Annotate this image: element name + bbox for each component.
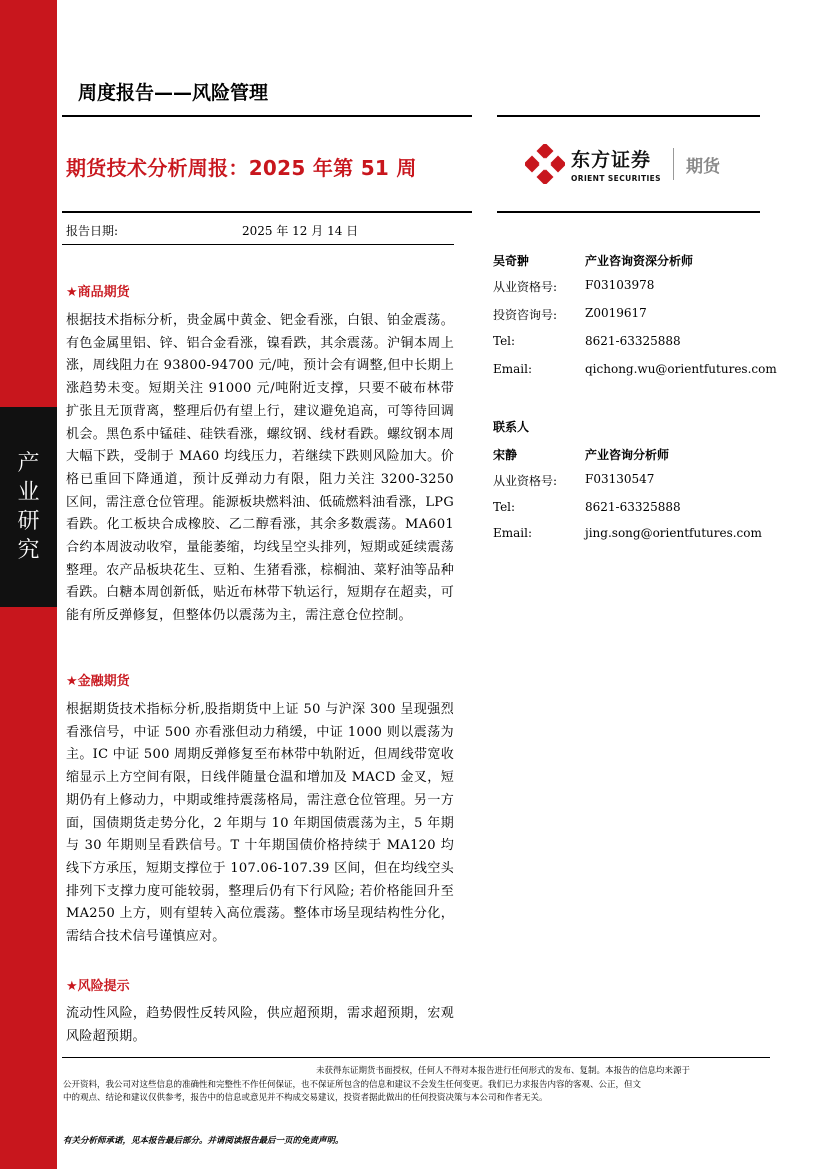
- section-body-financial: 根据期货技术指标分析,股指期货中上证 50 与沪深 300 呈现强烈看涨信号，中证 500 亦看涨但动力稍缓，中证 1000 则以震荡为主。IC 中证 500 周期反弹修复至布林带中轨附近，但周线带宽收缩显示上方空间有限，日线伴随量仓温和增加及 MACD 金叉，短期仍有上修动力，中期或维持震荡格局，需注意仓位管理。另一方面，国债期货走势分化，2 年期与 10 年期国债震荡为主，5 年期与 30 年期则呈看跌信号。T 十年期国债价格持续于 MA120 均线下方承压，短期支撑位于 107.06-107.39 区间，但在均线空头排列下支撑力度可能较弱，整理后仍有下行风险; 若价格能回升至 MA250 上方，则有望转入高位震荡。整体市场呈现结构性分化，需结合技术信号谨慎应对。: [66, 702, 454, 945]
- qualification-label: 从业资格号:: [493, 280, 558, 294]
- analyst-title: 产业咨询资深分析师: [585, 254, 694, 268]
- header-rule-left: [62, 115, 472, 117]
- analyst-title: 产业咨询分析师: [585, 448, 670, 462]
- title-rule-left: [62, 211, 472, 213]
- brand-logo: [525, 144, 720, 184]
- report-date-value: 2025 年 12 月 14 日: [242, 224, 359, 238]
- tel-label: Tel:: [493, 500, 516, 514]
- email-link[interactable]: jing.song@orientfutures.com: [585, 526, 762, 540]
- email-label: Email:: [493, 526, 533, 540]
- disclaimer-line: 未获得东证期货书面授权，任何人不得对本报告进行任何形式的发布、复制。本报告的信息均来源于: [316, 1066, 691, 1076]
- disclaimer-line: 公开资料，我公司对这些信息的准确性和完整性不作任何保证，也不保证所包含的信息和建议不会发生任何变更。我们已力求报告内容的客观、公正，但文: [63, 1079, 642, 1090]
- page-title: 期货技术分析周报：2025 年第 51 周: [66, 156, 417, 180]
- investment-consulting-label: 投资咨询号:: [493, 308, 558, 322]
- side-label-char: 究: [17, 538, 40, 563]
- tel-value: 8621-63325888: [585, 334, 681, 348]
- tel-value: 8621-63325888: [585, 500, 681, 514]
- disclaimer: [63, 1065, 773, 1106]
- disclaimer-line: 中的观点、结论和建议仅供参考，报告中的信息或意见并不构成交易建议，投资者据此做出的任何投资决策与本公司和作者无关。: [63, 1093, 548, 1103]
- qualification-number: F03130547: [585, 472, 655, 486]
- brand-name-en: ORIENT SECURITIES: [571, 174, 661, 183]
- email-link[interactable]: qichong.wu@orientfutures.com: [585, 362, 777, 376]
- date-rule: [62, 244, 454, 245]
- investment-consulting-number: Z0019617: [585, 306, 647, 320]
- brand-mark-icon: [525, 144, 565, 184]
- side-label-char: 产: [17, 451, 40, 476]
- qualification-number: F03103978: [585, 278, 655, 292]
- tel-label: Tel:: [493, 334, 516, 348]
- section-heading-commodity: ★商品期货: [66, 285, 130, 300]
- section-body-commodity: 根据技术指标分析，贵金属中黄金、钯金看涨，白银、铂金震荡。有色金属里铝、锌、铝合金看涨，镍看跌，其余震荡。沪铜本周上涨，周线阻力在 93800-94700 元/吨，预计会有调整,但中长期上涨趋势未变。短期关注 91000 元/吨附近支撑，只要不破布林带扩张且无顶背离，整理后仍有望上行，建议避免追高，可等待回调机会。黑色系中锰硅、硅铁看涨，螺纹钢、线材看跌。螺纹钢本周大幅下跌，受制于 MA60 均线压力，若继续下跌则风险加大。价格已重回下降通道，预计反弹动力有限，阻力关注 3200-3250 区间，需注意仓位管理。能源板块燃料油、低硫燃料油看涨，LPG 看跌。化工板块合成橡胶、乙二醇看涨，其余多数震荡。MA601 合约本周波动收窄，量能萎缩，均线呈空头排列，短期或延续震荡整理。农产品板块花生、豆粕、生猪看涨，棕榈油、菜籽油等品种看跌。白糖本周创新低，贴近布林带下轨运行，短期存在超卖，可能有所反弹修复，但整体仍以震荡为主，需注意仓位控制。: [66, 313, 454, 624]
- analyst-name: 宋静: [493, 448, 518, 462]
- footer-rule: [62, 1057, 770, 1058]
- email-label: Email:: [493, 362, 533, 376]
- qualification-label: 从业资格号:: [493, 474, 558, 488]
- side-category-label: [0, 407, 57, 607]
- side-label-char: 业: [17, 480, 40, 505]
- side-label-char: 研: [17, 509, 40, 534]
- report-type: 周度报告——风险管理: [78, 82, 269, 104]
- analyst-name: 吴奇翀: [493, 254, 530, 268]
- contact-heading: 联系人: [493, 420, 530, 434]
- section-heading-risk: ★风险提示: [66, 979, 130, 994]
- brand-sub: 期货: [686, 156, 720, 177]
- brand-separator: [673, 148, 674, 180]
- brand-name-cn: 东方证券: [571, 149, 652, 171]
- header-rule-right: [497, 115, 760, 117]
- section-body-risk: 流动性风险，趋势假性反转风险，供应超预期，需求超预期，宏观风险超预期。: [66, 1006, 454, 1044]
- footer-note: 有关分析师承诺，见本报告最后部分。并请阅读报告最后一页的免责声明。: [63, 1136, 344, 1146]
- report-date-label: 报告日期:: [66, 224, 119, 238]
- section-heading-financial: ★金融期货: [66, 674, 130, 689]
- title-rule-right: [497, 211, 760, 213]
